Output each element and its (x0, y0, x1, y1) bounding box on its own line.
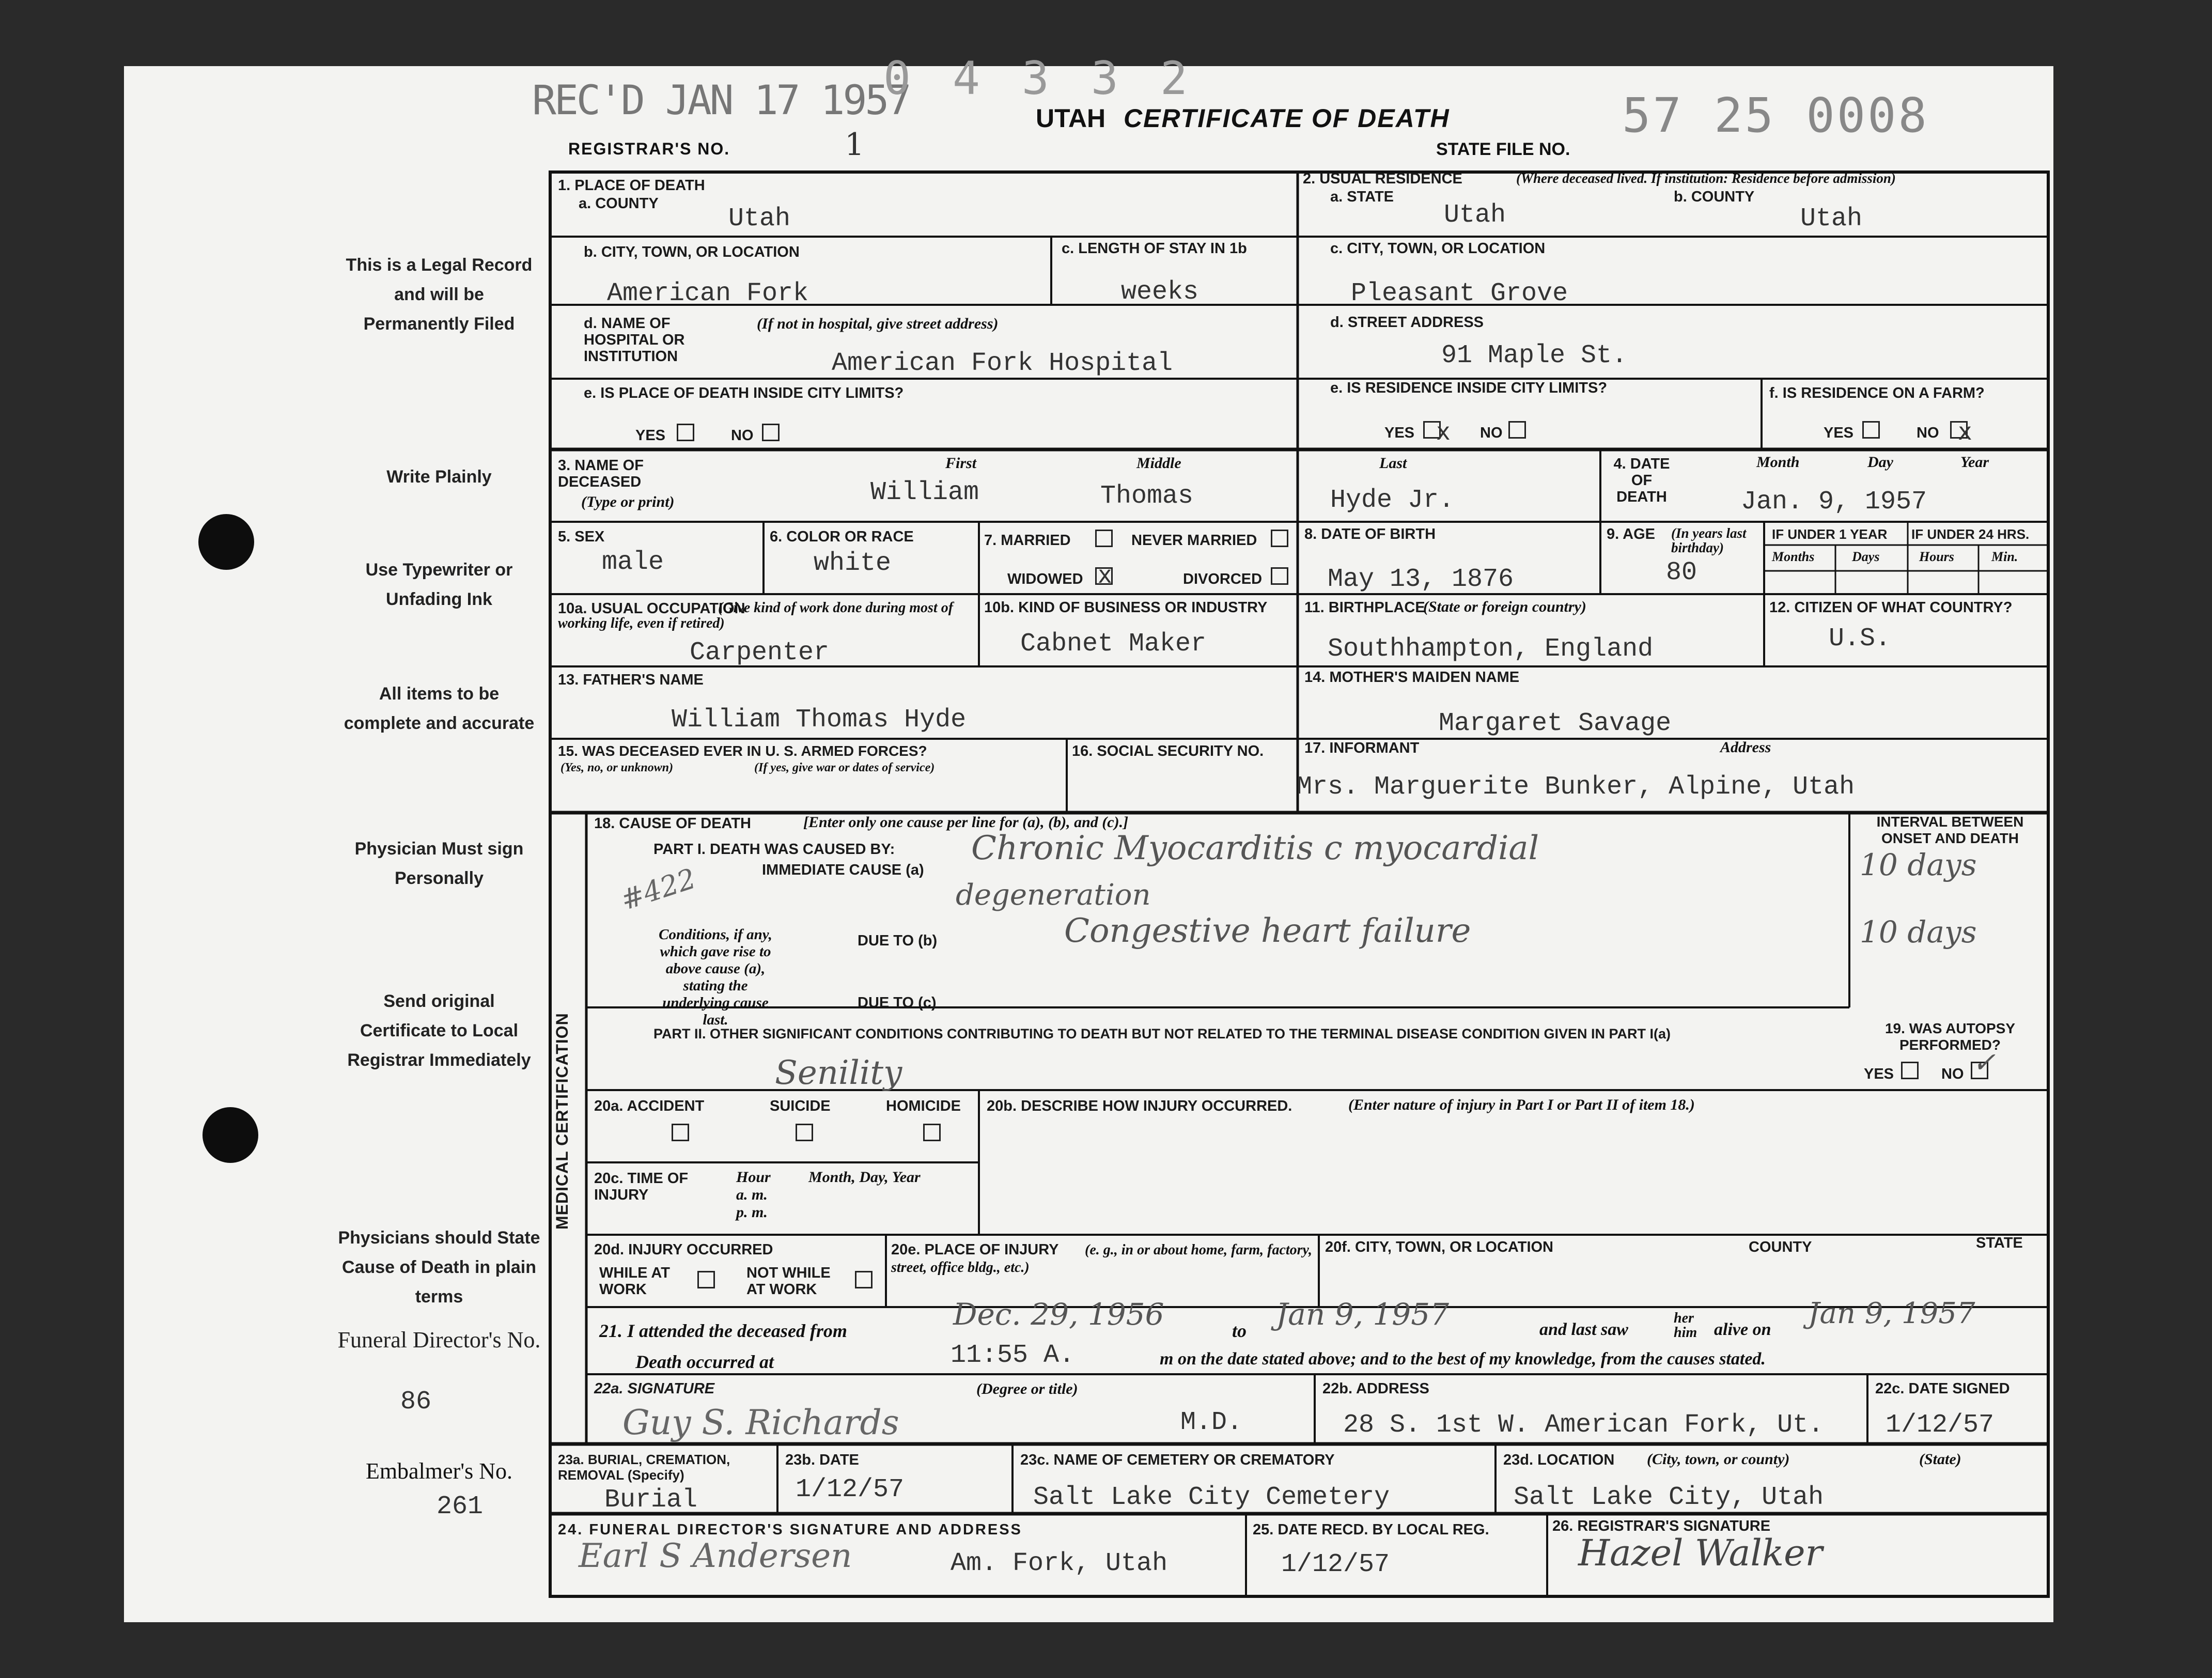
city-value: American Fork (607, 279, 809, 308)
burial-location-note: (City, town, or county) (1647, 1451, 1790, 1468)
res-county-label: b. COUNTY (1674, 189, 1755, 205)
autopsy-yes-checkbox[interactable] (1901, 1062, 1919, 1079)
place-of-injury-note: (e. g., in or about home, farm, factory, street, office bldg., etc.) (891, 1242, 1312, 1276)
attended-from-label: 21. I attended the deceased from (599, 1320, 847, 1341)
place-of-injury-label: 20e. PLACE OF INJURY (891, 1241, 1059, 1258)
occupation-label: 10a. USUAL OCCUPATION (558, 600, 745, 617)
conditions-note: Conditions, if any, which gave rise to above cause (a), stating the underlying cause last. (659, 926, 772, 1028)
interval-a-value: 10 days (1860, 847, 1977, 882)
attended-from-value: Dec. 29, 1956 (953, 1297, 1164, 1332)
autopsy-label: 19. WAS AUTOPSY PERFORMED? (1884, 1020, 2016, 1053)
farm-no-label: NO (1917, 425, 1939, 441)
name-of-deceased-label: 3. NAME OF DECEASED (558, 457, 644, 490)
middle-label: Middle (1136, 455, 1181, 472)
res-state-label: a. STATE (1330, 189, 1394, 205)
cemetery-value: Salt Lake City Cemetery (1033, 1483, 1390, 1512)
burial-state-label: (State) (1919, 1451, 1961, 1468)
first-name-value: William (870, 478, 979, 507)
mother-label: 14. MOTHER'S MAIDEN NAME (1304, 669, 1520, 686)
inside-city-no-label: NO (731, 427, 754, 444)
last-saw-label: and last saw (1539, 1320, 1628, 1339)
typewriter-note: Use Typewriter or Unfading Ink (365, 560, 513, 609)
funeral-director-address: Am. Fork, Utah (951, 1549, 1168, 1578)
res-county-value: Utah (1800, 204, 1863, 234)
while-at-work-checkbox[interactable] (697, 1271, 715, 1288)
month-label: Month (1756, 454, 1800, 471)
inside-city-yes-label: YES (635, 427, 666, 444)
injury-city-label: 20f. CITY, TOWN, OR LOCATION (1325, 1239, 1553, 1255)
write-plainly-note: Write Plainly (386, 467, 492, 487)
usual-residence-note: (Where deceased lived. If institution: Residence before admission) (1516, 170, 1896, 186)
under-24-hrs-label: IF UNDER 24 HRS. (1911, 526, 2030, 542)
name-type-note: (Type or print) (581, 493, 675, 510)
physician-signature: Guy S. Richards (622, 1403, 899, 1442)
alive-on-label: alive on (1714, 1320, 1771, 1339)
age-value: 80 (1666, 558, 1697, 587)
months-label: Months (1772, 549, 1815, 564)
birth-date-value: May 13, 1876 (1328, 565, 1514, 594)
res-city-value: Pleasant Grove (1351, 279, 1568, 308)
while-at-work-label: WHILE AT WORK (599, 1265, 670, 1298)
date-signed-value: 1/12/57 (1886, 1410, 1995, 1440)
suicide-checkbox[interactable] (796, 1124, 813, 1141)
suicide-label: SUICIDE (770, 1098, 831, 1114)
sex-label: 5. SEX (558, 529, 605, 545)
armed-forces-label: 15. WAS DECEASED EVER IN U. S. ARMED FORCES? (558, 743, 927, 759)
not-while-at-work-label: NOT WHILE AT WORK (746, 1265, 831, 1298)
last-name-value: Hyde Jr. (1330, 486, 1455, 515)
mother-value: Margaret Savage (1439, 709, 1672, 738)
part-two-label: PART II. OTHER SIGNIFICANT CONDITIONS CONTRIBUTING TO DEATH BUT NOT RELATED TO THE TERMINAL DISEASE CONDITION GIVEN IN PART I(a) (653, 1026, 1671, 1042)
hospital-note: (If not in hospital, give street address) (757, 315, 999, 332)
date-received-value: 1/12/57 (1281, 1550, 1390, 1579)
cemetery-label: 23c. NAME OF CEMETERY OR CREMATORY (1020, 1452, 1335, 1468)
accident-label: 20a. ACCIDENT (594, 1098, 705, 1114)
farm-label: f. IS RESIDENCE ON A FARM? (1769, 385, 1985, 401)
interval-b-value: 10 days (1860, 914, 1977, 950)
informant-value: Mrs. Marguerite Bunker, Alpine, Utah (1297, 772, 1855, 802)
sex-value: male (602, 548, 664, 577)
registrar-signature-label: 26. REGISTRAR'S SIGNATURE (1552, 1518, 1771, 1534)
birthplace-note: (State or foreign country) (1423, 598, 1586, 615)
legal-record-note: This is a Legal Record and will be Permanently Filed (346, 255, 533, 334)
last-seen-value: Jan 9, 1957 (1808, 1297, 1975, 1330)
title-utah: UTAH (1036, 104, 1106, 133)
city-label: b. CITY, TOWN, OR LOCATION (584, 244, 800, 260)
informant-label: 17. INFORMANT (1304, 740, 1420, 756)
burial-location-value: Salt Lake City, Utah (1514, 1483, 1824, 1512)
days-label: Days (1852, 549, 1880, 564)
due-to-c-label: DUE TO (c) (858, 995, 937, 1011)
length-of-stay-value: weeks (1121, 277, 1199, 307)
farm-yes-label: YES (1824, 425, 1854, 441)
date-signed-label: 22c. DATE SIGNED (1875, 1380, 2010, 1397)
her-him-label: her him (1674, 1310, 1697, 1341)
widowed-label: WIDOWED (1007, 571, 1083, 587)
burial-date-label: 23b. DATE (785, 1452, 859, 1468)
age-note: (In years last birthday) (1671, 525, 1747, 555)
married-label: 7. MARRIED (984, 532, 1071, 549)
middle-name-value: Thomas (1100, 481, 1194, 511)
part-one-label: PART I. DEATH WAS CAUSED BY: (653, 841, 895, 858)
date-of-birth-label: 8. DATE OF BIRTH (1304, 526, 1436, 542)
injury-occurred-label: 20d. INJURY OCCURRED (594, 1241, 773, 1258)
immediate-cause-value: Chronic Myocarditis c myocardial (971, 829, 1539, 867)
hours-label: Hours (1919, 549, 1954, 564)
burial-value: Burial (604, 1485, 698, 1515)
burial-date-value: 1/12/57 (796, 1475, 905, 1504)
physician-note: Physician Must sign Personally (354, 839, 524, 888)
farm-no-mark: x (1958, 417, 1972, 445)
embalmer-label: Embalmer's No. (365, 1458, 513, 1484)
father-value: William Thomas Hyde (672, 705, 967, 735)
age-label: 9. AGE (1607, 526, 1656, 542)
armed-forces-note-1: (Yes, no, or unknown) (560, 761, 674, 774)
cause-of-death-note: [Enter only one cause per line for (a), (b), and (c).] (803, 814, 1129, 831)
medical-certification-label: MEDICAL CERTIFICATION (553, 1013, 571, 1230)
file-stamp-number: 0 4 3 3 2 (883, 52, 1195, 105)
homicide-checkbox[interactable] (923, 1124, 941, 1141)
registrar-no-value: 1 (845, 127, 865, 163)
hour-label: Hour a. m. p. m. (736, 1169, 771, 1221)
degree-value: M.D. (1180, 1408, 1243, 1437)
res-inside-city-label: e. IS RESIDENCE INSIDE CITY LIMITS? (1330, 380, 1608, 396)
due-to-b-value: Congestive heart failure (1064, 912, 1471, 950)
cause-code: #422 (616, 862, 700, 917)
autopsy-no-label: NO (1941, 1066, 1964, 1082)
social-security-label: 16. SOCIAL SECURITY NO. (1072, 743, 1264, 759)
res-state-value: Utah (1444, 200, 1506, 230)
received-stamp: REC'D JAN 17 1957 (532, 77, 910, 124)
doctor-address-label: 22b. ADDRESS (1322, 1380, 1429, 1397)
divorced-checkbox[interactable] (1271, 567, 1288, 585)
cause-of-death-label: 18. CAUSE OF DEATH (594, 815, 752, 832)
immediate-cause-value-line-2: degeneration (956, 878, 1151, 912)
business-value: Cabnet Maker (1020, 629, 1207, 659)
funeral-director-label: Funeral Director's No. (337, 1327, 541, 1353)
autopsy-no-mark: ✓ (1972, 1046, 1996, 1079)
race-label: 6. COLOR OR RACE (770, 529, 914, 545)
race-value: white (814, 549, 892, 578)
res-inside-yes-mark: x (1436, 417, 1451, 445)
state-file-label: STATE FILE NO. (1436, 139, 1570, 159)
farm-yes-checkbox[interactable] (1862, 421, 1880, 439)
citizen-value: U.S. (1829, 624, 1891, 654)
to-label: to (1232, 1320, 1247, 1341)
degree-label: (Degree or title) (976, 1380, 1078, 1397)
date-of-death-label: 4. DATE OF DEATH (1613, 456, 1670, 505)
min-label: Min. (1991, 549, 2018, 564)
part-two-value: Senility (775, 1054, 902, 1092)
attended-to-value: Jan 9, 1957 (1276, 1297, 1450, 1332)
hospital-label: d. NAME OF HOSPITAL OR INSTITUTION (584, 315, 685, 365)
res-city-label: c. CITY, TOWN, OR LOCATION (1330, 240, 1546, 257)
armed-forces-note-2: (If yes, give war or dates of service) (754, 761, 935, 774)
immediate-cause-label: IMMEDIATE CAUSE (a) (762, 862, 924, 878)
father-label: 13. FATHER'S NAME (558, 672, 704, 688)
state-file-value: 57 25 0008 (1622, 88, 1929, 143)
hospital-value: American Fork Hospital (832, 349, 1173, 378)
death-date-value: Jan. 9, 1957 (1741, 487, 1927, 517)
day-label: Day (1867, 454, 1893, 471)
autopsy-yes-label: YES (1864, 1066, 1894, 1082)
usual-residence-label: 2. USUAL RESIDENCE (1303, 170, 1462, 187)
length-of-stay-label: c. LENGTH OF STAY IN 1b (1062, 240, 1247, 257)
cause-plain-note: Physicians should State Cause of Death in plain terms (338, 1228, 540, 1307)
street-value: 91 Maple St. (1441, 341, 1628, 370)
widowed-mark: x (1098, 561, 1112, 588)
interval-label: INTERVAL BETWEEN ONSET AND DEATH (1876, 814, 2024, 846)
married-checkbox[interactable] (1095, 530, 1113, 547)
signature-label: 22a. SIGNATURE (594, 1380, 715, 1397)
inside-city-no-checkbox[interactable] (762, 424, 780, 441)
res-inside-no-label: NO (1480, 425, 1503, 441)
death-time-value: 11:55 A. (951, 1341, 1075, 1370)
business-label: 10b. KIND OF BUSINESS OR INDUSTRY (984, 599, 1268, 616)
page-title: CERTIFICATE OF DEATH (1124, 104, 1450, 133)
embalmer-number: 261 (437, 1492, 484, 1521)
street-label: d. STREET ADDRESS (1330, 314, 1484, 331)
under-1-year-label: IF UNDER 1 YEAR (1772, 526, 1888, 542)
send-original-note: Send original Certificate to Local Registrar Immediately (347, 991, 531, 1070)
res-inside-yes-label: YES (1384, 425, 1415, 441)
inside-city-yes-checkbox[interactable] (677, 424, 694, 441)
funeral-director-signature: Earl S Andersen (579, 1537, 852, 1575)
birthplace-value: Southhampton, England (1328, 634, 1654, 664)
date-received-label: 25. DATE RECD. BY LOCAL REG. (1253, 1521, 1489, 1538)
time-of-injury-label: 20c. TIME OF INJURY (594, 1170, 689, 1203)
divorced-label: DIVORCED (1183, 571, 1263, 587)
never-married-checkbox[interactable] (1271, 530, 1288, 547)
inside-city-label: e. IS PLACE OF DEATH INSIDE CITY LIMITS? (584, 385, 904, 401)
funeral-director-signature-label: 24. FUNERAL DIRECTOR'S SIGNATURE AND ADDRESS (558, 1521, 1022, 1538)
county-value: Utah (728, 204, 791, 234)
occupation-note: (Give kind of work done during most of working life, even if retired) (558, 600, 954, 631)
injury-how-note: (Enter nature of injury in Part I or Part II of item 18.) (1348, 1096, 1695, 1113)
mdy-label: Month, Day, Year (808, 1169, 921, 1186)
res-inside-no-checkbox[interactable] (1508, 421, 1526, 439)
injury-state-label: STATE (1976, 1235, 2023, 1251)
place-of-death-label: 1. PLACE OF DEATH (558, 177, 705, 194)
death-occurred-label: Death occurred at (635, 1351, 774, 1372)
doctor-address-value: 28 S. 1st W. American Fork, Ut. (1343, 1410, 1824, 1440)
county-label: a. COUNTY (579, 195, 659, 212)
injury-county-label: COUNTY (1749, 1239, 1812, 1255)
not-while-at-work-checkbox[interactable] (855, 1271, 873, 1288)
birthplace-label: 11. BIRTHPLACE (1304, 599, 1425, 616)
never-married-label: NEVER MARRIED (1131, 532, 1257, 549)
registrar-no-label: REGISTRAR'S NO. (568, 139, 730, 158)
complete-note: All items to be complete and accurate (344, 684, 535, 733)
due-to-b-label: DUE TO (b) (858, 933, 938, 949)
funeral-director-number: 86 (400, 1387, 432, 1417)
burial-label: 23a. BURIAL, CREMATION, REMOVAL (Specify) (558, 1452, 730, 1483)
year-label: Year (1960, 454, 1989, 471)
homicide-label: HOMICIDE (886, 1098, 961, 1114)
informant-address-label: Address (1720, 739, 1771, 756)
accident-checkbox[interactable] (672, 1124, 689, 1141)
citizen-label: 12. CITIZEN OF WHAT COUNTRY? (1769, 599, 2013, 616)
injury-how-label: 20b. DESCRIBE HOW INJURY OCCURRED. (987, 1098, 1292, 1114)
statement-text: m on the date stated above; and to the best of my knowledge, from the causes stated. (1160, 1349, 1766, 1369)
burial-location-label: 23d. LOCATION (1503, 1452, 1615, 1468)
registrar-signature: Hazel Walker (1578, 1532, 1823, 1574)
occupation-value: Carpenter (690, 638, 830, 667)
last-label: Last (1379, 455, 1407, 472)
first-label: First (945, 455, 977, 472)
